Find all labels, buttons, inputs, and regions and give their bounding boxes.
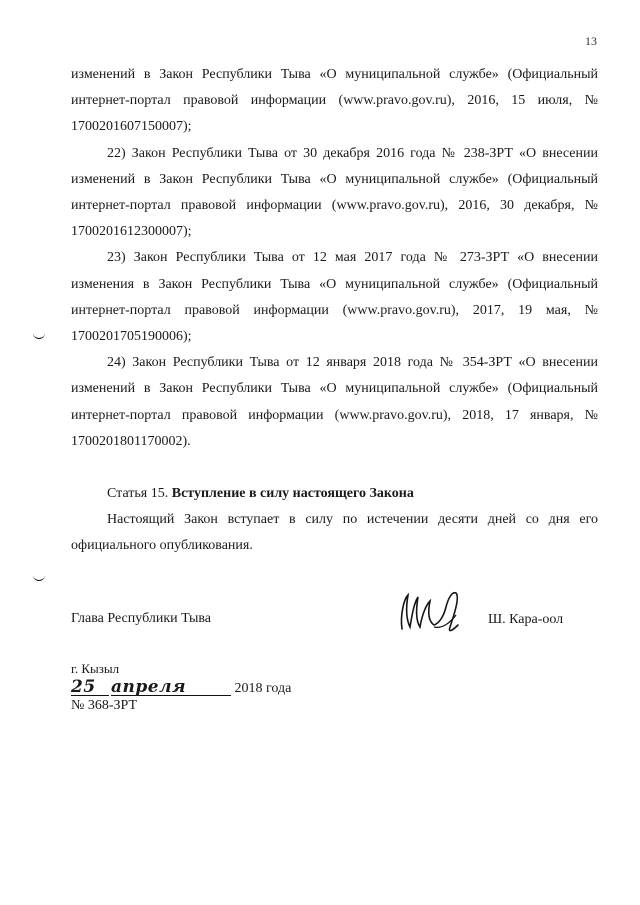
paragraph-item-23: 23) Закон Республики Тыва от 12 мая 2017 года № 273-ЗРТ «О внесении изменения в Закон Республики Тыва «О муниципальной службе» (Официальный интернет-портал правовой информации (www.pravo.gov.ru), 2017, 19 мая, № 1700201705190006); bbox=[71, 250, 598, 345]
paragraph-item-22: 22) Закон Республики Тыва от 30 декабря 2016 года № 238-ЗРТ «О внесении изменений в Закон Республики Тыва «О муниципальной службе» (Официальный интернет-портал правовой информации (www.pravo.gov.ru), 2016, 30 декабря, № 1700201612300007); bbox=[71, 145, 598, 240]
paragraph-item-24: 24) Закон Республики Тыва от 12 января 2018 года № 354-ЗРТ «О внесении изменений в Закон Республики Тыва «О муниципальной службе» (Официальный интернет-портал правовой информации (www.pravo.gov.ru), 2018, 17 января, № 1700201801170002). bbox=[71, 355, 598, 449]
handwritten-day: 25 bbox=[71, 679, 109, 696]
article-heading bbox=[71, 481, 598, 507]
article-title: Вступление в силу настоящего Закона bbox=[171, 486, 414, 502]
article-text: Настоящий Закон вступает в силу по истечении десяти дней со дня его официального опубликования. bbox=[71, 512, 598, 554]
signatory-position: Глава Республики Тыва bbox=[71, 611, 212, 626]
handwritten-month: апреля bbox=[111, 679, 231, 696]
paragraph-item-21-continuation: изменений в Закон Республики Тыва «О муниципальной службе» (Официальный интернет-портал правовой информации (www.pravo.gov.ru), 2016, 15 июля, № 1700201607150007); bbox=[71, 67, 598, 135]
handwritten-signature bbox=[394, 585, 474, 646]
signing-year: 2018 года bbox=[234, 681, 292, 696]
signatory-name: Ш. Кара-оол bbox=[488, 612, 564, 627]
signing-date bbox=[71, 679, 291, 697]
margin-mark bbox=[33, 333, 45, 339]
margin-mark bbox=[33, 575, 45, 581]
place-city: г. Кызыл bbox=[71, 661, 120, 676]
page-number: 13 bbox=[585, 34, 597, 48]
document-body bbox=[71, 62, 598, 560]
article-label: Статья 15. bbox=[107, 486, 169, 502]
law-number: № 368-ЗРТ bbox=[71, 698, 138, 713]
